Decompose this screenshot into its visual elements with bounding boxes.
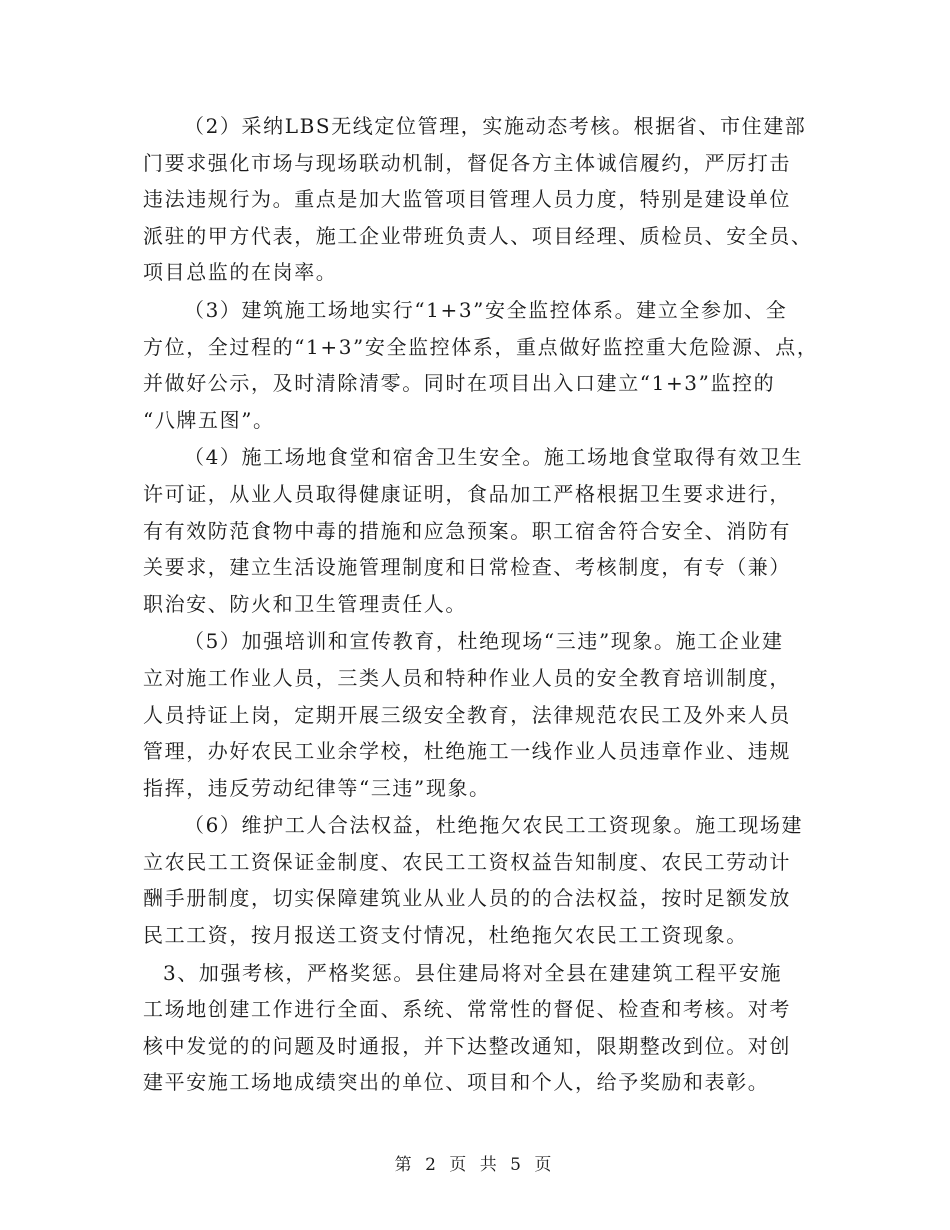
paragraph-item-5 <box>143 623 815 806</box>
text-line: （6）维护工人合法权益，杜绝拖欠农民工工资现象。施工现场建 <box>184 813 804 838</box>
text-line: 方位，全过程的“1+3”安全监控体系，重点做好监控重大危险源、点， <box>143 334 819 359</box>
text-line: 建平安施工场地成绩突出的单位、项目和个人，给予奖励和表彰。 <box>143 1070 770 1095</box>
text-line: 立对施工作业人员，三类人员和特种作业人员的安全教育培训制度， <box>143 665 791 690</box>
paragraph-item-4 <box>143 439 815 622</box>
text-line: 关要求，建立生活设施管理制度和日常检查、考核制度，有专（兼） <box>143 555 791 580</box>
text-line: 立农民工工资保证金制度、农民工工资权益告知制度、农民工劳动计 <box>143 849 791 874</box>
text-line: 职治安、防火和卫生管理责任人。 <box>143 591 467 616</box>
text-line: （4）施工场地食堂和宿舍卫生安全。施工场地食堂取得有效卫生 <box>184 445 804 470</box>
text-line: 3、加强考核，严格奖惩。县住建局将对全县在建建筑工程平安施 <box>163 960 783 985</box>
section-3-paragraph <box>143 955 815 1101</box>
text-line: 酬手册制度，切实保障建筑业从业人员的的合法权益，按时足额发放 <box>143 886 791 911</box>
text-line: （3）建筑施工场地实行“1+3”安全监控体系。建立全参加、全 <box>184 297 788 322</box>
paragraph-item-6 <box>143 807 815 953</box>
text-line: 违法违规行为。重点是加大监管项目管理人员力度，特别是建设单位 <box>143 187 791 212</box>
text-line: 人员持证上岗，定期开展三级安全教育，法律规范农民工及外来人员 <box>143 702 791 727</box>
text-line: 有有效防范食物中毒的措施和应急预案。职工宿舍符合安全、消防有 <box>143 518 791 543</box>
text-line: 指挥，违反劳动纪律等“三违”现象。 <box>143 775 491 800</box>
paragraph-item-2 <box>143 108 815 291</box>
page-number-footer: 第 2 页 共 5 页 <box>394 1155 556 1175</box>
text-line: 民工工资，按月报送工资支付情况，杜绝拖欠农民工工资现象。 <box>143 923 748 948</box>
text-line: （5）加强培训和宣传教育，杜绝现场“三违”现象。施工企业建 <box>184 629 784 654</box>
text-line: 工场地创建工作进行全面、系统、常常性的督促、检查和考核。对考 <box>143 997 791 1022</box>
text-line: 并做好公示，及时清除清零。同时在项目出入口建立“1+3”监控的 <box>143 371 776 396</box>
paragraph-item-3 <box>143 292 819 438</box>
text-line: 派驻的甲方代表，施工企业带班负责人、项目经理、质检员、安全员、 <box>143 223 813 248</box>
text-line: 门要求强化市场与现场联动机制，督促各方主体诚信履约，严厉打击 <box>143 150 791 175</box>
text-line: “八牌五图”。 <box>143 407 275 432</box>
text-line: （2）采纳LBS无线定位管理，实施动态考核。根据省、市住建部 <box>184 114 807 138</box>
text-line: 核中发觉的的问题及时通报，并下达整改通知，限期整改到位。对创 <box>143 1033 791 1058</box>
text-line: 管理，办好农民工业余学校，杜绝施工一线作业人员违章作业、违规 <box>143 739 791 764</box>
document-body <box>143 108 819 1101</box>
text-line: 许可证，从业人员取得健康证明，食品加工严格根据卫生要求进行， <box>143 481 791 506</box>
text-line: 项目总监的在岗率。 <box>143 260 338 285</box>
